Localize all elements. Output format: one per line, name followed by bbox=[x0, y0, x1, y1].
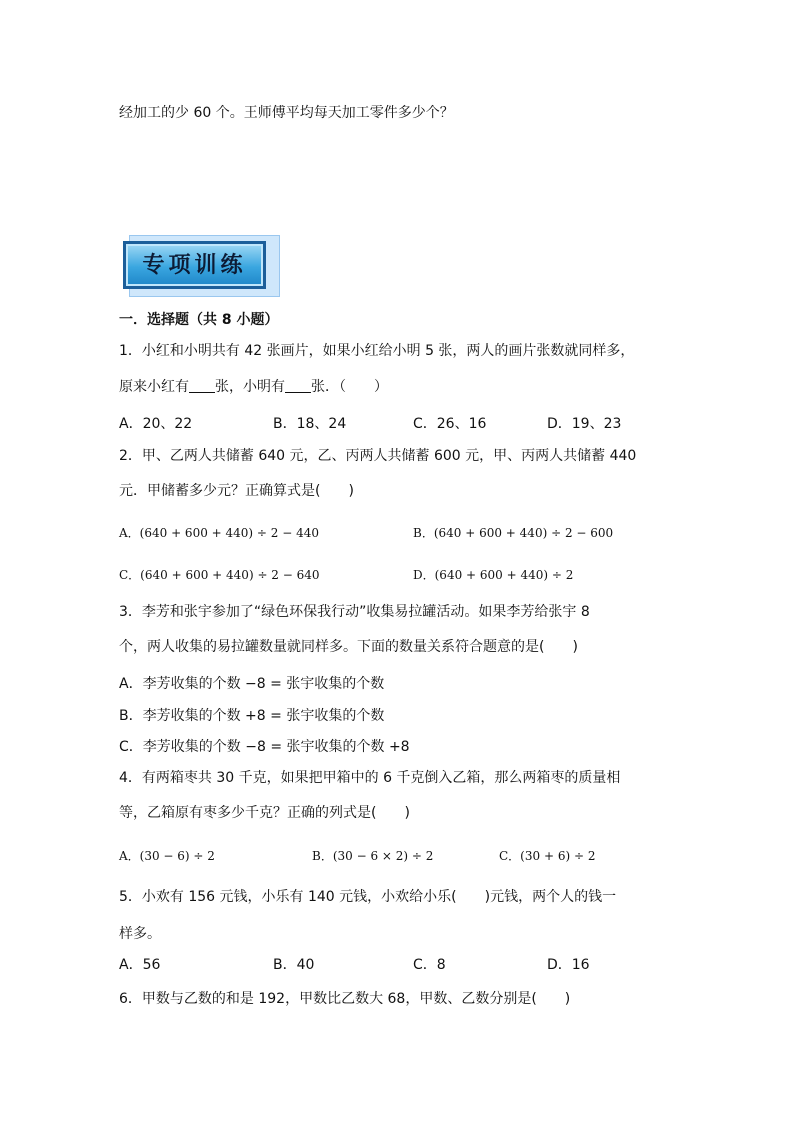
q4-line2: 等，乙箱原有枣多少千克？正确的列式是( ) bbox=[119, 805, 410, 821]
q4-option-b: B．(30 − 6 × 2) ÷ 2 bbox=[312, 849, 434, 863]
q3-option-c: C．李芳收集的个数 −8 = 张宇收集的个数 +8 bbox=[119, 739, 410, 755]
section-banner bbox=[123, 235, 278, 297]
q5-option-b: B．40 bbox=[273, 957, 315, 973]
q5-line2: 样多。 bbox=[119, 926, 161, 942]
q1-line2-a: 原来小红有 bbox=[119, 379, 189, 395]
q4-option-c: C．(30 + 6) ÷ 2 bbox=[499, 849, 596, 863]
q3-line2: 个，两人收集的易拉罐数量就同样多。下面的数量关系符合题意的是( ) bbox=[119, 639, 578, 655]
q1-line2-c: 张．（ ） bbox=[311, 379, 388, 395]
q2-option-b: B．(640 + 600 + 440) ÷ 2 − 600 bbox=[413, 526, 614, 540]
q6-line1: 6．甲数与乙数的和是 192，甲数比乙数大 68，甲数、乙数分别是( ) bbox=[119, 991, 571, 1007]
q5-option-a: A．56 bbox=[119, 957, 161, 973]
q2-line2: 元．甲储蓄多少元？正确算式是( ) bbox=[119, 483, 354, 499]
q1-blank-2 bbox=[285, 378, 311, 393]
q1-blank-1 bbox=[189, 378, 215, 393]
q2-option-d: D．(640 + 600 + 440) ÷ 2 bbox=[413, 568, 574, 582]
q3-option-b: B．李芳收集的个数 +8 = 张宇收集的个数 bbox=[119, 708, 385, 724]
banner-title: 专项训练 bbox=[142, 252, 247, 278]
q2-line1: 2．甲、乙两人共储蓄 640 元，乙、丙两人共储蓄 600 元，甲、丙两人共储蓄 440 bbox=[119, 448, 637, 464]
q5-option-c: C．8 bbox=[413, 957, 446, 973]
q1-line2-b: 张，小明有 bbox=[215, 379, 285, 395]
q1-option-c: C．26、16 bbox=[413, 416, 487, 432]
q4-option-a: A．(30 − 6) ÷ 2 bbox=[119, 849, 215, 863]
q5-line1: 5．小欢有 156 元钱，小乐有 140 元钱，小欢给小乐( )元钱，两个人的钱一 bbox=[119, 889, 617, 905]
q2-option-c: C．(640 + 600 + 440) ÷ 2 − 640 bbox=[119, 568, 320, 582]
q1-option-d: D．19、23 bbox=[547, 416, 622, 432]
section-title: 一．选择题（共 8 小题） bbox=[119, 312, 279, 328]
q2-option-a: A．(640 + 600 + 440) ÷ 2 − 440 bbox=[119, 526, 320, 540]
q5-option-d: D．16 bbox=[547, 957, 590, 973]
intro-line: 经加工的少 60 个。王师傅平均每天加工零件多少个？ bbox=[119, 105, 454, 121]
q3-option-a: A．李芳收集的个数 −8 = 张宇收集的个数 bbox=[119, 676, 385, 692]
q1-option-b: B．18、24 bbox=[273, 416, 347, 432]
q3-line1: 3．李芳和张宇参加了“绿色环保我行动”收集易拉罐活动。如果李芳给张宇 8 bbox=[119, 604, 590, 620]
q1-line2 bbox=[119, 377, 388, 397]
q1-line1: 1．小红和小明共有 42 张画片，如果小红给小明 5 张，两人的画片张数就同样多， bbox=[119, 343, 635, 359]
q1-option-a: A．20、22 bbox=[119, 416, 193, 432]
q4-line1: 4．有两箱枣共 30 千克，如果把甲箱中的 6 千克倒入乙箱，那么两箱枣的质量相 bbox=[119, 770, 621, 786]
